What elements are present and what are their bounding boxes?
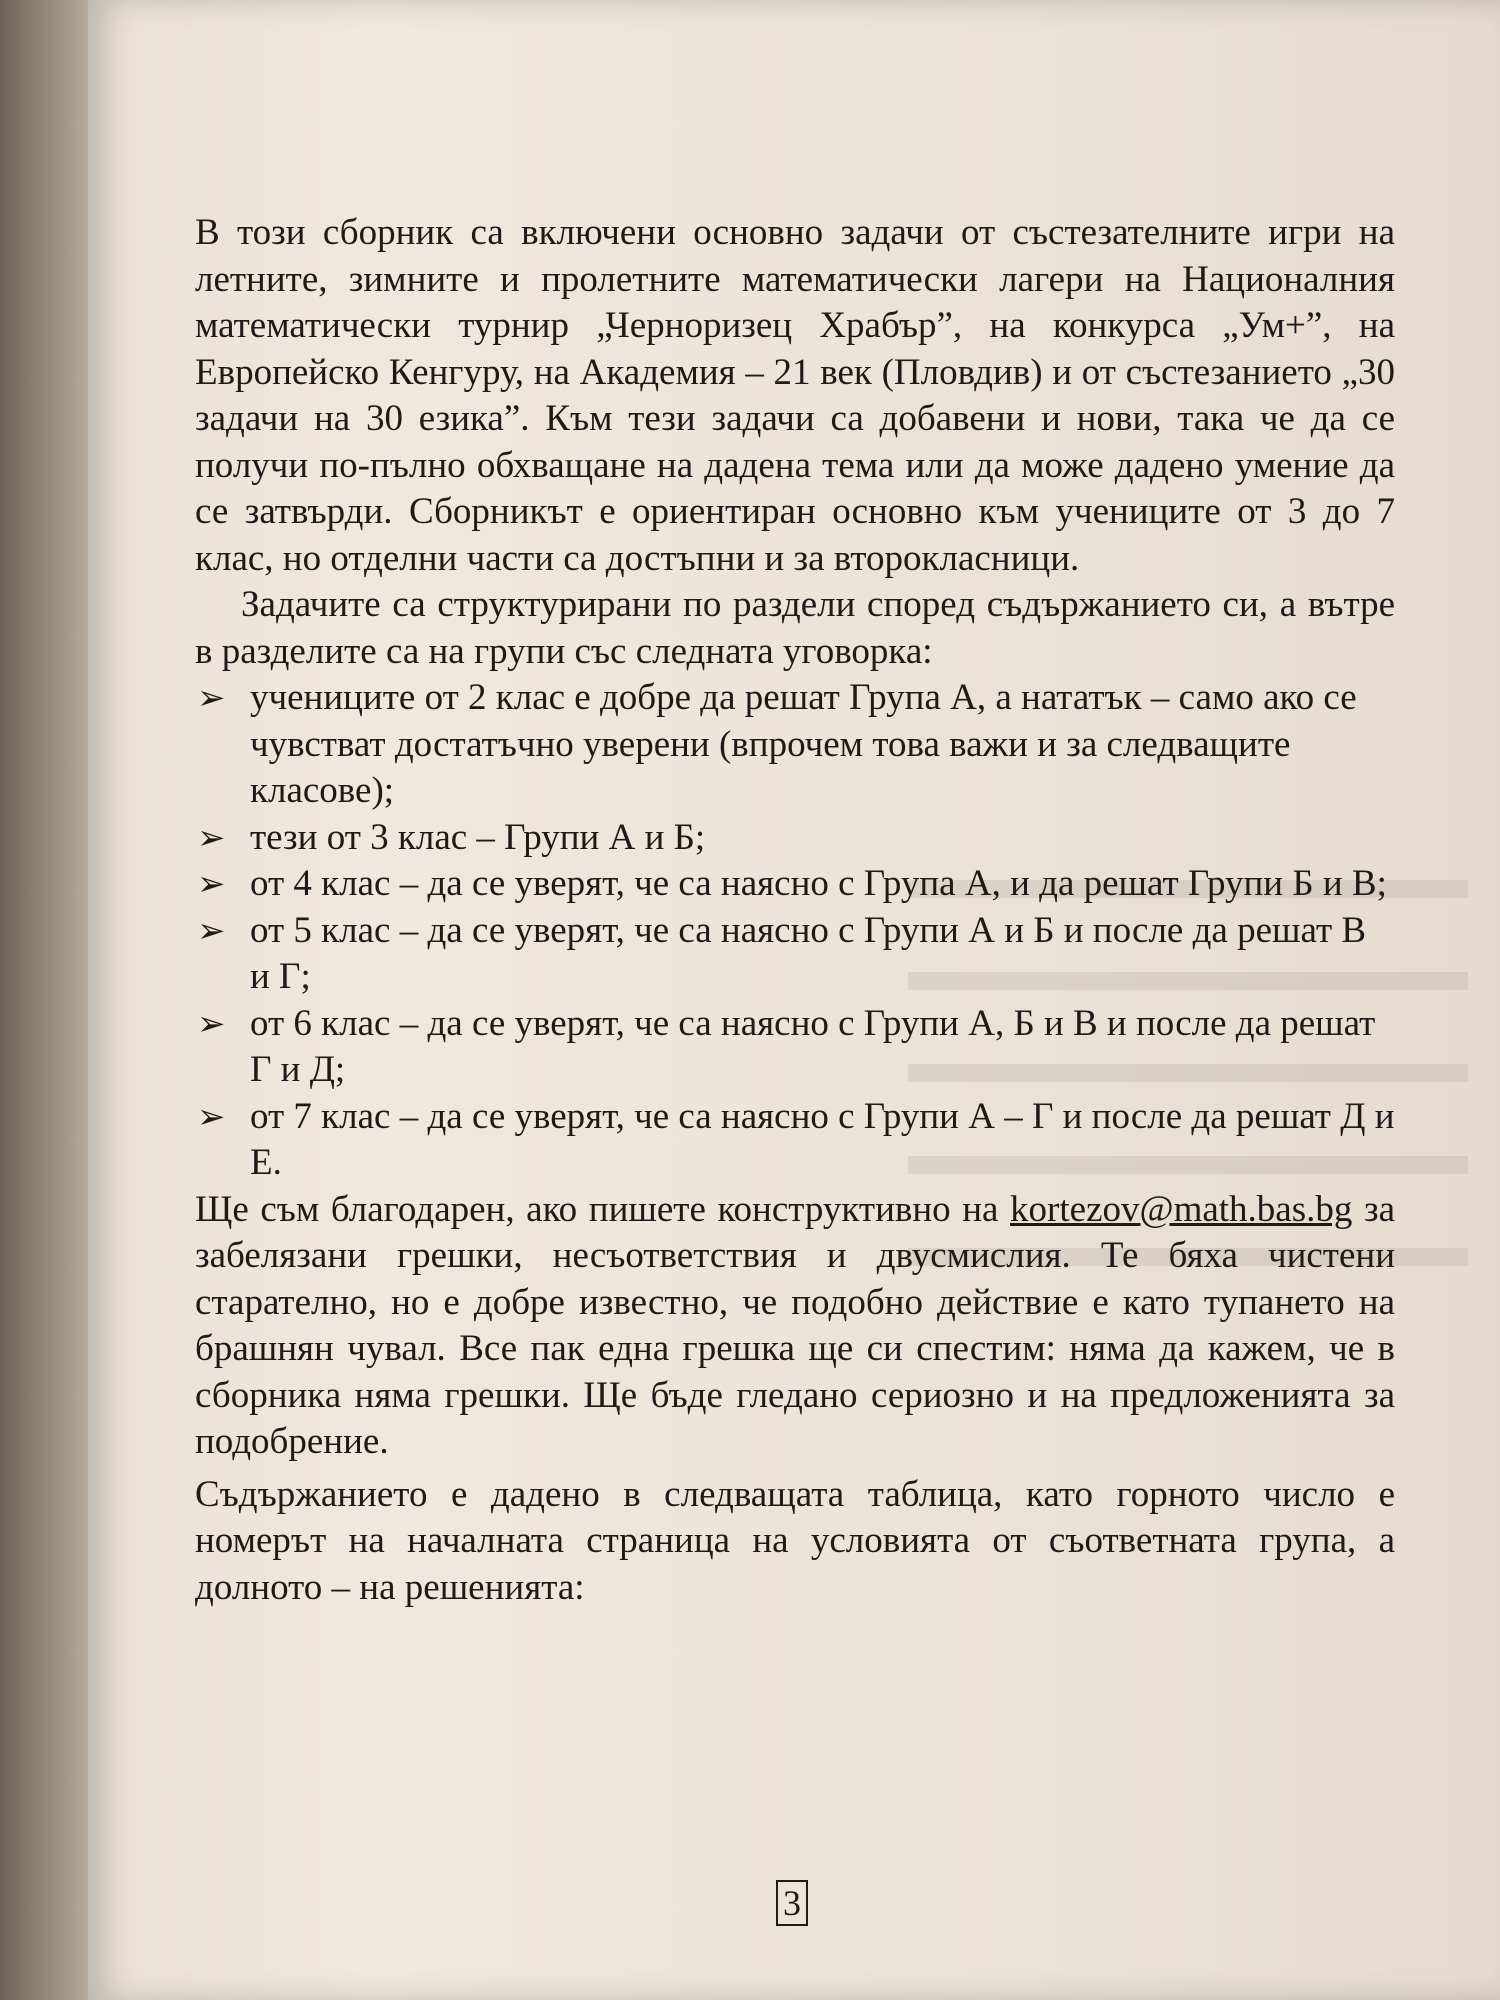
adjacent-page-edge: [0, 0, 88, 2000]
arrow-bullet-icon: ➢: [197, 864, 226, 904]
list-item: ➢ от 6 клас – да се уверят, че са наясно с Групи А, Б и В и после да решат Г и Д;: [197, 1002, 1376, 1090]
arrow-bullet-icon: ➢: [197, 1096, 226, 1137]
list-item: ➢ учениците от 2 клас е добре да решат Група А, а нататък – само ако се чувстват достатъчно уверени (впрочем това важи и за следващите класове);: [197, 677, 1357, 811]
page-number: 3: [776, 1880, 808, 1926]
structure-paragraph: Задачите са структурирани по раздели според съдържанието си, а вътре в разделите са на групи със следната уговорка:: [195, 584, 1395, 672]
arrow-bullet-icon: ➢: [197, 910, 226, 951]
intro-paragraph: В този сборник са включени основно задачи от състезателните игри на летните, зимните и пролетните математически лагери на Националния математически турнир „Черноризец Храбър”, на конкурса „Ум+”, на Европейско Кенгуру, на Академия – 21 век (Пловдив) и от състезанието „30 задачи на 30 езика”. Към тези задачи са добавени и нови, така че да се получи по-пълно обхващане на дадена тема или да може дадено умение да се затвърди. Сборникът е ориентиран основно към учениците от 3 до 7 клас, но отделни части са достъпни и за второкласници.: [195, 212, 1395, 579]
email-link[interactable]: kortezov@math.bas.bg: [1010, 1188, 1353, 1230]
list-item: ➢ от 5 клас – да се уверят, че са наясно с Групи А и Б и после да решат В и Г;: [197, 909, 1367, 997]
group-guidelines-list: [195, 675, 1395, 1187]
list-item: ➢ тези от 3 клас – Групи А и Б;: [195, 815, 1395, 862]
list-item: ➢ от 7 клас – да се уверят, че са наясно с Групи А – Г и после да решат Д и Е.: [197, 1095, 1395, 1183]
page-text: [195, 210, 1395, 1611]
arrow-bullet-icon: ➢: [197, 1003, 226, 1044]
contents-paragraph: Съдържанието е дадено в следващата таблица, като горното число е номерът на началната страница на условията от съответната група, а долното – на решенията:: [195, 1473, 1395, 1608]
feedback-paragraph: Ще съм благодарен, ако пишете конструктивно на kortezov@math.bas.bg за забелязани грешки, несъответствия и двусмислия. Те бяха чистени старателно, но е добре известно, че подобно действие е като тупането на брашнян чувал. Все пак една грешка ще си спестим: няма да кажем, че в сборника няма грешки. Ще бъде гледано сериозно и на предложенията за подобрение.: [195, 1188, 1396, 1462]
arrow-bullet-icon: ➢: [197, 678, 226, 718]
arrow-bullet-icon: ➢: [197, 817, 226, 858]
list-item: ➢ от 4 клас – да се уверят, че са наясно с Група А, и да решат Групи Б и В;: [195, 861, 1395, 908]
